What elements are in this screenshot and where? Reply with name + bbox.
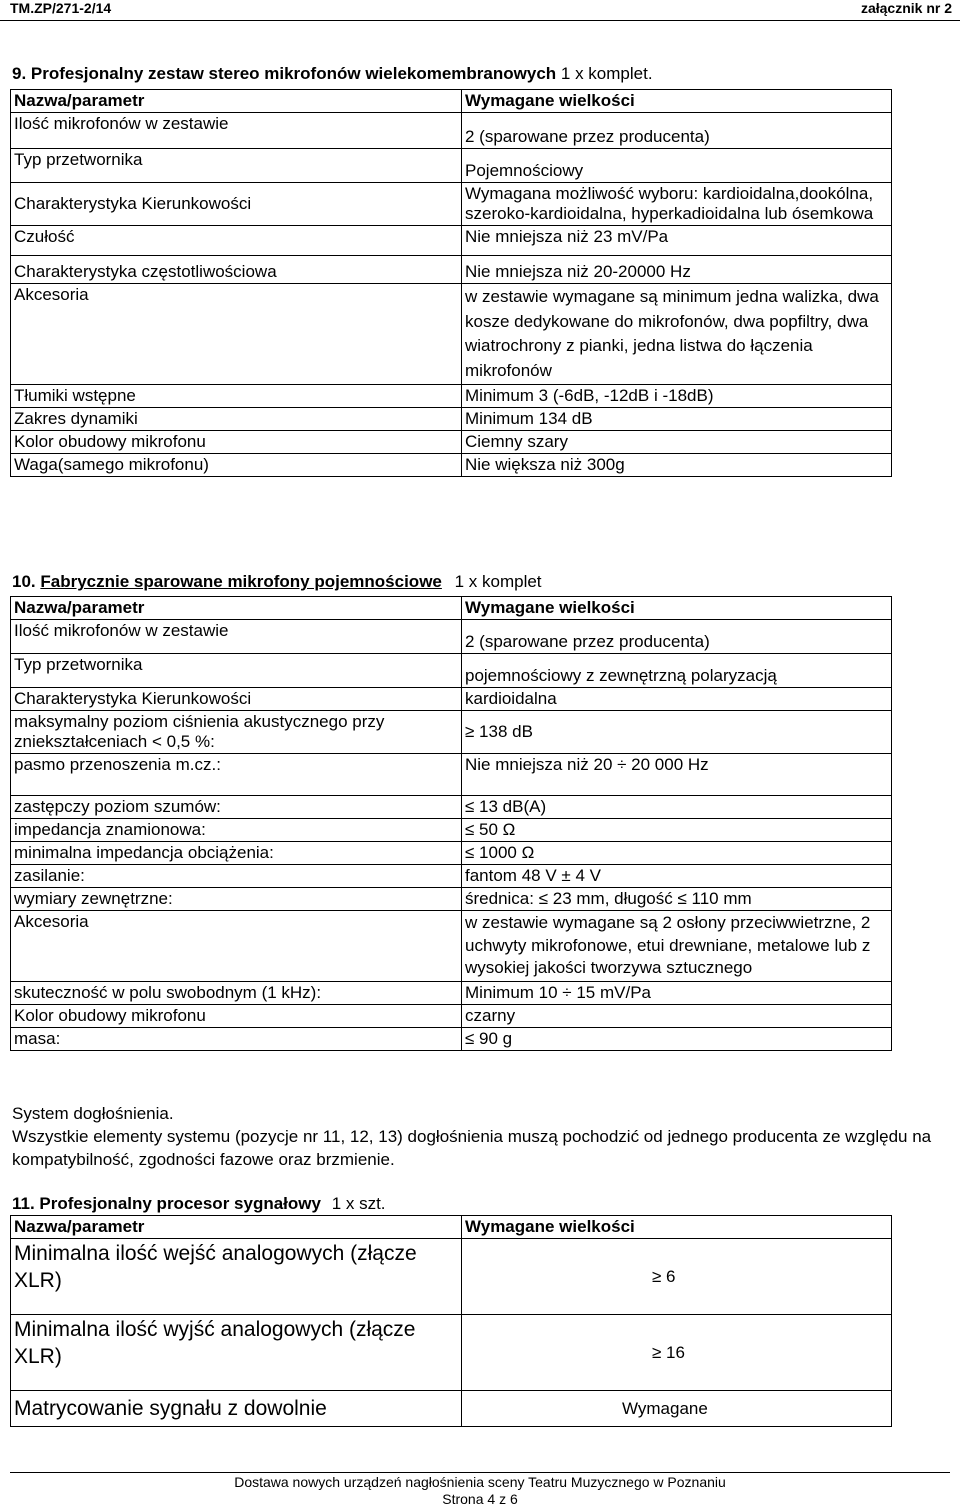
system-title: System dogłośnienia. xyxy=(12,1104,174,1123)
param-cell: skuteczność w polu swobodnym (1 kHz): xyxy=(11,981,462,1004)
param-cell: Zakres dynamiki xyxy=(11,408,462,431)
header-divider xyxy=(0,20,960,21)
param-cell: Akcesoria xyxy=(11,284,462,385)
value-cell: Nie mniejsza niż 20-20000 Hz xyxy=(462,256,892,284)
param-cell: zasilanie: xyxy=(11,865,462,888)
value-cell: Ciemny szary xyxy=(462,431,892,454)
table-row xyxy=(11,711,892,754)
section-10-table xyxy=(10,596,892,1051)
page-footer xyxy=(0,1474,960,1508)
param-cell: Tłumiki wstępne xyxy=(11,385,462,408)
table-row xyxy=(11,1315,892,1391)
value-cell: 2 (sparowane przez producenta) xyxy=(462,113,892,149)
table-row xyxy=(11,819,892,842)
section-11-table xyxy=(10,1215,892,1427)
table-row xyxy=(11,1391,892,1427)
value-cell: ≤ 13 dB(A) xyxy=(462,796,892,819)
table-row xyxy=(11,149,892,183)
system-note xyxy=(12,1102,947,1171)
system-text: Wszystkie elementy systemu (pozycje nr 11, 12, 13) dogłośnienia muszą pochodzić od jednego producenta ze względu na kompatybilność, zgodności fazowe oraz brzmienie. xyxy=(12,1127,932,1169)
footer-divider xyxy=(10,1472,950,1473)
param-cell: Ilość mikrofonów w zestawie xyxy=(11,620,462,654)
param-cell: minimalna impedancja obciążenia: xyxy=(11,842,462,865)
table-row xyxy=(11,1004,892,1027)
value-cell: czarny xyxy=(462,1004,892,1027)
section-10-title: 10. Fabrycznie sparowane mikrofony pojemnościowe 1 x komplet xyxy=(12,572,542,591)
page-number: Strona 4 z 6 xyxy=(442,1491,518,1507)
value-cell: Minimum 10 ÷ 15 mV/Pa xyxy=(462,981,892,1004)
table-row xyxy=(11,385,892,408)
param-cell: Charakterystyka częstotliwościowa xyxy=(11,256,462,284)
value-cell: Nie mniejsza niż 20 ÷ 20 000 Hz xyxy=(462,754,892,796)
param-cell: Czułość xyxy=(11,226,462,256)
value-cell: kardioidalna xyxy=(462,688,892,711)
value-cell: Wymagane xyxy=(462,1391,892,1427)
page-header xyxy=(0,0,960,20)
attachment-label: załącznik nr 2 xyxy=(860,0,952,16)
header-value: Wymagane wielkości xyxy=(462,597,892,620)
param-cell: Minimalna ilość wyjść analogowych (złącze XLR) xyxy=(11,1315,462,1391)
param-cell: Kolor obudowy mikrofonu xyxy=(11,1004,462,1027)
param-cell: Minimalna ilość wejść analogowych (złącze XLR) xyxy=(11,1239,462,1315)
section-9-title: 9. Profesjonalny zestaw stereo mikrofonów wielekomembranowych 1 x komplet. xyxy=(12,64,653,83)
value-cell: Pojemnościowy xyxy=(462,149,892,183)
table-row xyxy=(11,654,892,688)
table-row xyxy=(11,620,892,654)
table-row xyxy=(11,408,892,431)
value-cell: ≥ 16 xyxy=(462,1315,892,1391)
table-row xyxy=(11,911,892,982)
param-cell: Matrycowanie sygnału z dowolnie xyxy=(11,1391,462,1427)
param-cell: Charakterystyka Kierunkowości xyxy=(11,183,462,226)
value-cell: ≤ 1000 Ω xyxy=(462,842,892,865)
value-cell: średnica: ≤ 23 mm, długość ≤ 110 mm xyxy=(462,888,892,911)
section-11-title: 11. Profesjonalny procesor sygnałowy 1 x szt. xyxy=(12,1194,386,1213)
value-cell: Minimum 134 dB xyxy=(462,408,892,431)
table-row xyxy=(11,113,892,149)
param-cell: Charakterystyka Kierunkowości xyxy=(11,688,462,711)
table-header-row xyxy=(11,1216,892,1239)
value-cell: 2 (sparowane przez producenta) xyxy=(462,620,892,654)
header-value: Wymagane wielkości xyxy=(462,90,892,113)
param-cell: zastępczy poziom szumów: xyxy=(11,796,462,819)
table-row xyxy=(11,226,892,256)
table-header-row xyxy=(11,90,892,113)
value-cell: pojemnościowy z zewnętrzną polaryzacją xyxy=(462,654,892,688)
header-param: Nazwa/parametr xyxy=(11,597,462,620)
value-cell: w zestawie wymagane są minimum jedna walizka, dwa kosze dedykowane do mikrofonów, dwa popfiltry, dwa wiatrochrony z pianki, jedna listwa do łączenia mikrofonów xyxy=(462,284,892,385)
param-cell: Ilość mikrofonów w zestawie xyxy=(11,113,462,149)
param-cell: pasmo przenoszenia m.cz.: xyxy=(11,754,462,796)
value-cell: ≤ 90 g xyxy=(462,1027,892,1050)
table-row xyxy=(11,454,892,477)
document-reference: TM.ZP/271-2/14 xyxy=(10,0,112,16)
param-cell: Waga(samego mikrofonu) xyxy=(11,454,462,477)
table-row xyxy=(11,284,892,385)
table-row xyxy=(11,842,892,865)
param-cell: wymiary zewnętrzne: xyxy=(11,888,462,911)
table-row xyxy=(11,865,892,888)
value-cell: ≥ 138 dB xyxy=(462,711,892,754)
value-cell: Wymagana możliwość wyboru: kardioidalna,dookólna, szeroko-kardioidalna, hyperkadioidalna lub ósemkowa xyxy=(462,183,892,226)
param-cell: impedancja znamionowa: xyxy=(11,819,462,842)
table-row xyxy=(11,754,892,796)
param-cell: masa: xyxy=(11,1027,462,1050)
table-row xyxy=(11,981,892,1004)
value-cell: w zestawie wymagane są 2 osłony przeciwwietrzne, 2 uchwyty mikrofonowe, etui drewniane, metalowe lub z wysokiej jakości tworzywa sztucznego xyxy=(462,911,892,982)
table-row xyxy=(11,183,892,226)
param-cell: maksymalny poziom ciśnienia akustycznego przy zniekształceniach < 0,5 %: xyxy=(11,711,462,754)
table-row xyxy=(11,888,892,911)
param-cell: Kolor obudowy mikrofonu xyxy=(11,431,462,454)
value-cell: fantom 48 V ± 4 V xyxy=(462,865,892,888)
table-row xyxy=(11,1027,892,1050)
table-row xyxy=(11,1239,892,1315)
value-cell: ≤ 50 Ω xyxy=(462,819,892,842)
table-row xyxy=(11,431,892,454)
table-header-row xyxy=(11,597,892,620)
value-cell: ≥ 6 xyxy=(462,1239,892,1315)
header-value: Wymagane wielkości xyxy=(462,1216,892,1239)
value-cell: Nie większa niż 300g xyxy=(462,454,892,477)
param-cell: Akcesoria xyxy=(11,911,462,982)
footer-title: Dostawa nowych urządzeń nagłośnienia sceny Teatru Muzycznego w Poznaniu xyxy=(234,1474,726,1490)
header-param: Nazwa/parametr xyxy=(11,90,462,113)
table-row xyxy=(11,796,892,819)
section-9-table xyxy=(10,89,892,477)
value-cell: Nie mniejsza niż 23 mV/Pa xyxy=(462,226,892,256)
table-row xyxy=(11,256,892,284)
param-cell: Typ przetwornika xyxy=(11,149,462,183)
table-row xyxy=(11,688,892,711)
header-param: Nazwa/parametr xyxy=(11,1216,462,1239)
param-cell: Typ przetwornika xyxy=(11,654,462,688)
value-cell: Minimum 3 (-6dB, -12dB i -18dB) xyxy=(462,385,892,408)
